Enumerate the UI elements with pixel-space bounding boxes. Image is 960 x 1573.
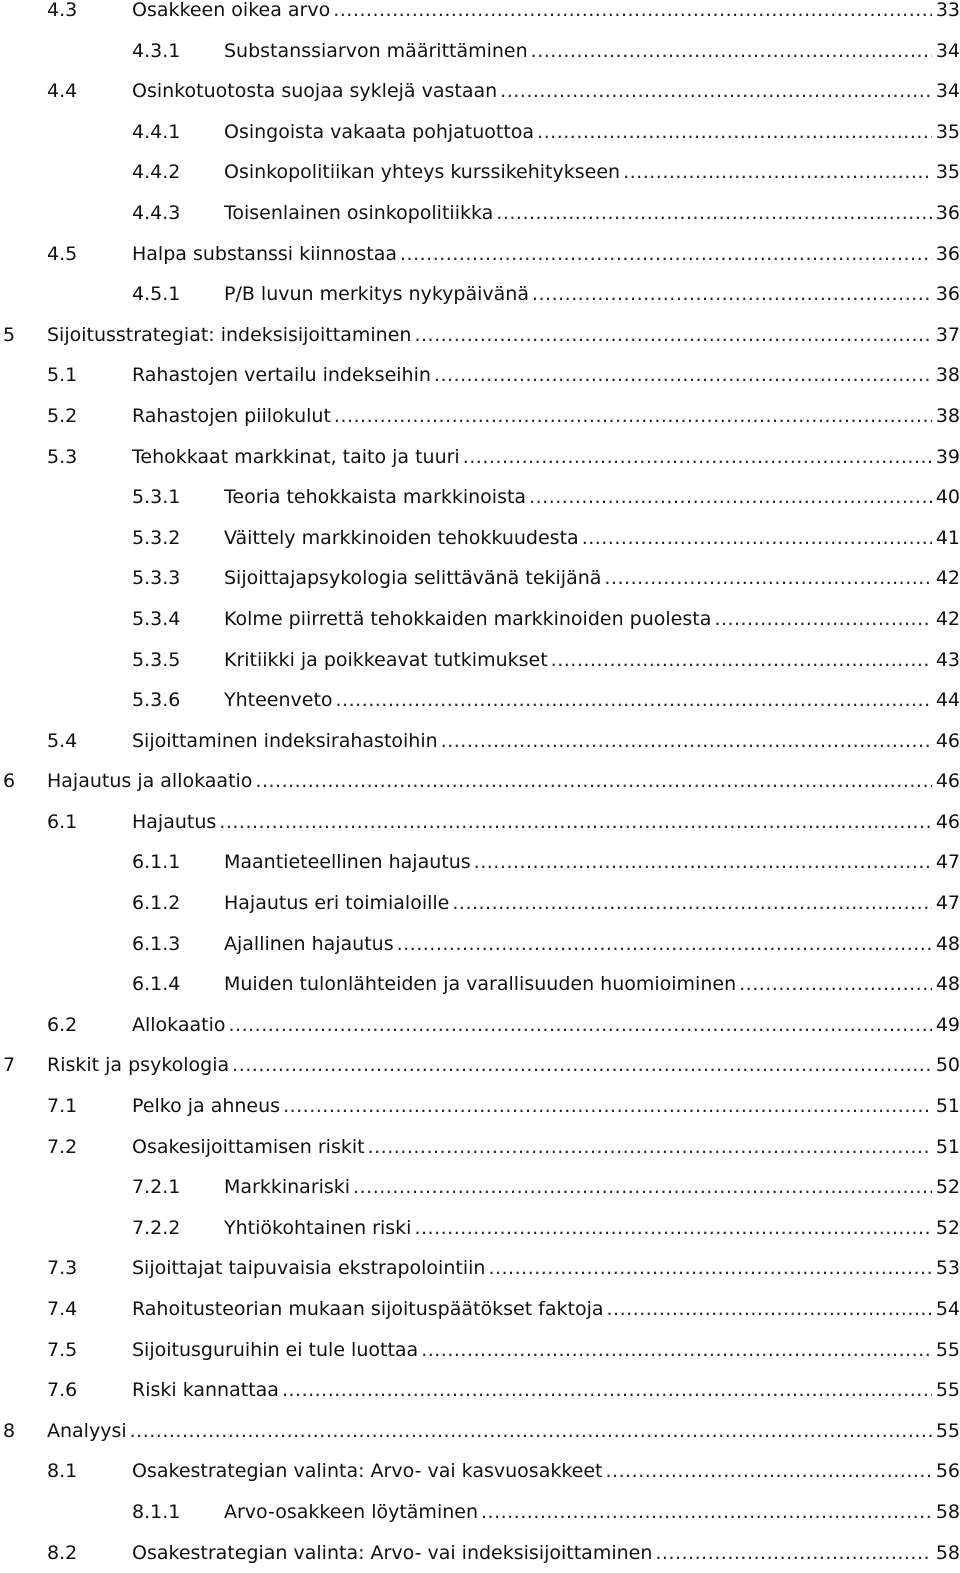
toc-entry-body [132,1370,960,1411]
toc-entry-page-number[interactable]: 38 [935,404,960,427]
toc-entry-page-number[interactable]: 52 [935,1176,960,1199]
dot-leader [496,193,932,234]
toc-entry-number: 4.5 [47,242,78,265]
toc-entry-number: 5.3.4 [132,607,181,630]
toc-entry-page-number[interactable]: 52 [935,1216,960,1239]
dot-leader [397,924,932,965]
toc-entry-page-number[interactable]: 39 [935,445,960,468]
toc-entry-title[interactable]: Arvo-osakkeen löytäminen [224,1500,478,1523]
toc-entry-page-number[interactable]: 35 [935,120,960,143]
toc-entry[interactable] [0,396,960,437]
toc-entry-page-number[interactable]: 42 [935,567,960,590]
dot-leader [130,1411,932,1452]
toc-entry[interactable] [0,761,960,802]
toc-entry-page-number[interactable]: 33 [935,0,960,21]
toc-entry-body [224,680,960,721]
toc-entry-number: 6.1.4 [132,973,181,996]
toc-entry-body [224,558,960,599]
toc-entry-number: 8.2 [47,1541,78,1564]
toc-entry[interactable] [0,1005,960,1046]
toc-entry[interactable] [0,193,960,234]
toc-entry-title[interactable]: Sijoittajapsykologia selittävänä tekijänä [224,567,602,590]
toc-entry[interactable] [0,640,960,681]
toc-entry-page-number[interactable]: 48 [935,932,960,955]
dot-leader [282,1370,932,1411]
toc-entry[interactable] [0,558,960,599]
toc-entry-body [224,152,960,193]
toc-entry[interactable] [0,234,960,275]
dot-leader [336,680,932,721]
toc-entry-title[interactable]: Väittely markkinoiden tehokkuudesta [224,526,579,549]
toc-entry-title[interactable]: Kolme piirrettä tehokkaiden markkinoiden puolesta [224,607,712,630]
dot-leader [537,112,932,153]
toc-entry-title[interactable]: Osakestrategian valinta: Arvo- vai indeksisijoittaminen [132,1541,653,1564]
toc-entry-number: 4.3 [47,0,78,21]
toc-entry-body [132,0,960,31]
toc-entry-number: 5.3 [47,445,78,468]
toc-entry-body [132,71,960,112]
dot-leader [421,1330,932,1371]
dot-leader [606,1451,932,1492]
toc-entry-title[interactable]: Osakesijoittamisen riskit [132,1135,365,1158]
toc-entry-number: 4.4 [47,80,78,103]
toc-entry[interactable] [0,1411,960,1452]
toc-entry-page-number[interactable]: 36 [935,283,960,306]
dot-leader [232,1045,932,1086]
toc-entry-body [224,964,960,1005]
toc-entry-title[interactable]: P/B luvun merkitys nykypäivänä [224,283,529,306]
toc-entry-body [224,477,960,518]
toc-entry-body [224,1208,960,1249]
toc-entry[interactable] [0,71,960,112]
toc-entry-body [224,274,960,315]
dot-leader [531,31,932,72]
toc-entry-body [224,640,960,681]
toc-entry-number: 7.1 [47,1095,78,1118]
toc-entry-page-number[interactable]: 37 [935,323,960,346]
toc-entry-page-number[interactable]: 49 [935,1013,960,1036]
toc-entry[interactable] [0,1167,960,1208]
toc-entry-title[interactable]: Sijoitusguruihin ei tule luottaa [132,1338,419,1361]
toc-entry-body [132,355,960,396]
dot-leader [414,1208,931,1249]
toc-entry-number: 7 [3,1054,16,1077]
toc-entry-number: 8 [3,1419,16,1442]
toc-entry-number: 5.3.2 [132,526,181,549]
toc-entry-page-number[interactable]: 50 [935,1054,960,1077]
toc-entry[interactable] [0,1086,960,1127]
toc-entry-body [47,1411,960,1452]
toc-entry-title[interactable]: Sijoittajat taipuvaisia ekstrapolointiin [132,1257,486,1280]
toc-entry[interactable] [0,1370,960,1411]
toc-entry-title[interactable]: Sijoittaminen indeksirahastoihin [132,729,438,752]
toc-entry-body [132,1086,960,1127]
toc-entry-title[interactable]: Halpa substanssi kiinnostaa [132,242,398,265]
toc-entry-title[interactable]: Yhteenveto [224,689,333,712]
toc-entry-number: 7.6 [47,1379,78,1402]
toc-entry[interactable] [0,1330,960,1371]
toc-entry-body [132,1248,960,1289]
toc-entry-number: 7.2.2 [132,1216,181,1239]
toc-entry-page-number[interactable]: 41 [935,526,960,549]
toc-entry[interactable] [0,518,960,559]
toc-entry-body [224,518,960,559]
toc-entry-title[interactable]: Rahastojen vertailu indekseihin [132,364,431,387]
toc-entry[interactable] [0,0,960,31]
toc-entry[interactable] [0,315,960,356]
toc-entry-number: 7.5 [47,1338,78,1361]
toc-entry-page-number[interactable]: 56 [935,1460,960,1483]
toc-entry-title[interactable]: Maantieteellinen hajautus [224,851,471,874]
toc-entry[interactable] [0,802,960,843]
toc-entry-title[interactable]: Rahastojen piilokulut [132,404,331,427]
toc-entry-title[interactable]: Pelko ja ahneus [132,1095,281,1118]
toc-entry-page-number[interactable]: 55 [935,1338,960,1361]
toc-entry-number: 6.1.2 [132,892,181,915]
toc-entry-page-number[interactable]: 46 [935,810,960,833]
toc-entry[interactable] [0,599,960,640]
dot-leader [655,1533,931,1573]
toc-entry-number: 5.3.1 [132,486,181,509]
toc-entry-number: 5.4 [47,729,78,752]
dot-leader [739,964,932,1005]
toc-entry-body [132,1533,960,1573]
toc-entry-body [132,721,960,762]
toc-entry-page-number[interactable]: 35 [935,161,960,184]
dot-leader [434,355,932,396]
dot-leader [452,883,931,924]
dot-leader [604,558,931,599]
toc-entry-title[interactable]: Riskit ja psykologia [47,1054,230,1077]
toc-entry-page-number[interactable]: 43 [935,648,960,671]
dot-leader [229,1005,932,1046]
toc-entry-page-number[interactable]: 55 [935,1419,960,1442]
toc-entry-number: 5.2 [47,404,78,427]
toc-entry-number: 5 [3,323,16,346]
toc-entry-title[interactable]: Osinkotuotosta suojaa syklejä vastaan [132,80,498,103]
toc-entry-page-number[interactable]: 40 [935,486,960,509]
toc-entry[interactable] [0,964,960,1005]
toc-entry-title[interactable]: Hajautus ja allokaatio [47,770,253,793]
toc-entry[interactable] [0,437,960,478]
toc-entry-number: 6.1 [47,810,78,833]
toc-entry-title[interactable]: Osinkopolitiikan yhteys kurssikehitykseen [224,161,621,184]
toc-entry-body [224,1492,960,1533]
dot-leader [481,1492,932,1533]
toc-entry[interactable] [0,1492,960,1533]
toc-entry-body [132,234,960,275]
toc-entry-title[interactable]: Analyysi [47,1419,127,1442]
dot-leader [529,477,932,518]
toc-entry-number: 5.1 [47,364,78,387]
dot-leader [334,396,932,437]
toc-entry[interactable] [0,1248,960,1289]
toc-entry-number: 8.1.1 [132,1500,181,1523]
toc-entry[interactable] [0,1208,960,1249]
toc-entry[interactable] [0,1533,960,1573]
dot-leader [623,152,932,193]
toc-entry-title[interactable]: Osingoista vakaata pohjatuottoa [224,120,535,143]
toc-entry-page-number[interactable]: 55 [935,1379,960,1402]
toc-entry[interactable] [0,1289,960,1330]
toc-entry-body [132,396,960,437]
toc-entry-page-number[interactable]: 53 [935,1257,960,1280]
toc-entry-title[interactable]: Kritiikki ja poikkeavat tutkimukset [224,648,548,671]
dot-leader [353,1167,932,1208]
toc-entry-number: 5.3.5 [132,648,181,671]
dot-leader [219,802,932,843]
toc-entry[interactable] [0,274,960,315]
toc-entry-number: 7.2 [47,1135,78,1158]
toc-entry-number: 7.4 [47,1298,78,1320]
toc-entry-body [224,883,960,924]
toc-entry-page-number[interactable]: 38 [935,364,960,387]
toc-entry-body [224,599,960,640]
toc-entry-page-number[interactable]: 51 [935,1095,960,1118]
toc-entry-body [224,924,960,965]
toc-entry-title[interactable]: Osakkeen oikea arvo [132,0,331,21]
toc-entry-body [132,1330,960,1371]
toc-entry-page-number[interactable]: 36 [935,201,960,224]
dot-leader [368,1127,932,1168]
dot-leader [333,0,932,31]
toc-entry-number: 7.2.1 [132,1176,181,1199]
toc-entry[interactable] [0,883,960,924]
toc-entry-page-number[interactable]: 58 [935,1541,960,1564]
toc-entry-page-number[interactable]: 46 [935,729,960,752]
toc-entry[interactable] [0,1045,960,1086]
toc-entry-page-number[interactable]: 58 [935,1500,960,1523]
toc-entry[interactable] [0,1451,960,1492]
toc-entry[interactable] [0,680,960,721]
dot-leader [441,721,932,762]
toc-entry-number: 6.1.3 [132,932,181,955]
toc-entry-title[interactable]: Hajautus eri toimialoille [224,892,450,915]
toc-entry-number: 4.4.3 [132,201,181,224]
toc-entry-title[interactable]: Osakestrategian valinta: Arvo- vai kasvuosakkeet [132,1460,603,1483]
toc-entry-body [47,761,960,802]
dot-leader [714,599,931,640]
toc-entry-body [47,315,960,356]
toc-entry-body [224,193,960,234]
toc-entry-page-number[interactable]: 47 [935,892,960,915]
toc-entry-title[interactable]: Sijoitusstrategiat: indeksisijoittaminen [47,323,412,346]
dot-leader [607,1289,932,1330]
toc-entry-title[interactable]: Ajallinen hajautus [224,932,394,955]
toc-entry-number: 6.1.1 [132,851,181,874]
toc-entry-number: 4.5.1 [132,283,181,306]
toc-entry-title[interactable]: Muiden tulonlähteiden ja varallisuuden huomioiminen [224,973,737,996]
toc-entry-number: 5.3.6 [132,689,181,712]
toc-entry[interactable] [0,152,960,193]
toc-entry-body [224,842,960,883]
toc-entry-page-number[interactable]: 47 [935,851,960,874]
toc-entry[interactable] [0,355,960,396]
toc-entry[interactable] [0,477,960,518]
dot-leader [500,71,932,112]
dot-leader [414,315,931,356]
toc-entry-body [132,437,960,478]
toc-entry-page-number[interactable]: 48 [935,973,960,996]
dot-leader [255,761,931,802]
toc-entry-number: 6 [3,770,16,793]
toc-entry-title[interactable]: Rahoitusteorian mukaan sijoituspäätökset faktoja [132,1298,604,1320]
toc-entry-page-number[interactable]: 51 [935,1135,960,1158]
dot-leader [551,640,932,681]
dot-leader [400,234,932,275]
toc-entry-body [132,1127,960,1168]
toc-entry[interactable] [0,1127,960,1168]
toc-entry-title[interactable]: Allokaatio [132,1013,226,1036]
dot-leader [463,437,932,478]
toc-entry-body [224,112,960,153]
toc-entry-page-number[interactable]: 46 [935,770,960,793]
toc-entry-title[interactable]: Hajautus [132,810,217,833]
dot-leader [474,842,932,883]
toc-entry-title[interactable]: Teoria tehokkaista markkinoista [224,486,527,509]
toc-entry-number: 4.4.2 [132,161,181,184]
toc-entry-page-number[interactable]: 36 [935,242,960,265]
toc-entry-body [132,802,960,843]
toc-entry-number: 4.4.1 [132,120,181,143]
toc-entry-body [132,1005,960,1046]
dot-leader [532,274,932,315]
toc-entry-title[interactable]: Tehokkaat markkinat, taito ja tuuri [132,445,460,468]
dot-leader [283,1086,932,1127]
toc-entry-page-number[interactable]: 54 [935,1298,960,1320]
toc-entry-page-number[interactable]: 34 [935,39,960,62]
toc-entry-body [132,1289,960,1330]
dot-leader [488,1248,931,1289]
toc-entry-page-number[interactable]: 42 [935,607,960,630]
toc-entry-title[interactable]: Yhtiökohtainen riski [224,1216,412,1239]
toc-entry-page-number[interactable]: 34 [935,80,960,103]
toc-entry[interactable] [0,112,960,153]
toc-entry-body [47,1045,960,1086]
toc-entry-title[interactable]: Substanssiarvon määrittäminen [224,39,528,62]
toc-entry-title[interactable]: Markkinariski [224,1176,351,1199]
toc-entry[interactable] [0,924,960,965]
toc-entry-number: 6.2 [47,1013,78,1036]
toc-entry-number: 5.3.3 [132,567,181,590]
toc-entry-number: 8.1 [47,1460,78,1483]
toc-entry[interactable] [0,31,960,72]
toc-entry[interactable] [0,721,960,762]
dot-leader [582,518,932,559]
toc-entry-title[interactable]: Toisenlainen osinkopolitiikka [224,201,494,224]
toc-entry-body [224,31,960,72]
toc-entry-page-number[interactable]: 44 [935,689,960,712]
toc-entry-number: 7.3 [47,1257,78,1280]
toc-entry[interactable] [0,842,960,883]
toc-entry-body [224,1167,960,1208]
toc-entry-body [132,1451,960,1492]
toc-entry-number: 4.3.1 [132,39,181,62]
toc-entry-title[interactable]: Riski kannattaa [132,1379,279,1402]
